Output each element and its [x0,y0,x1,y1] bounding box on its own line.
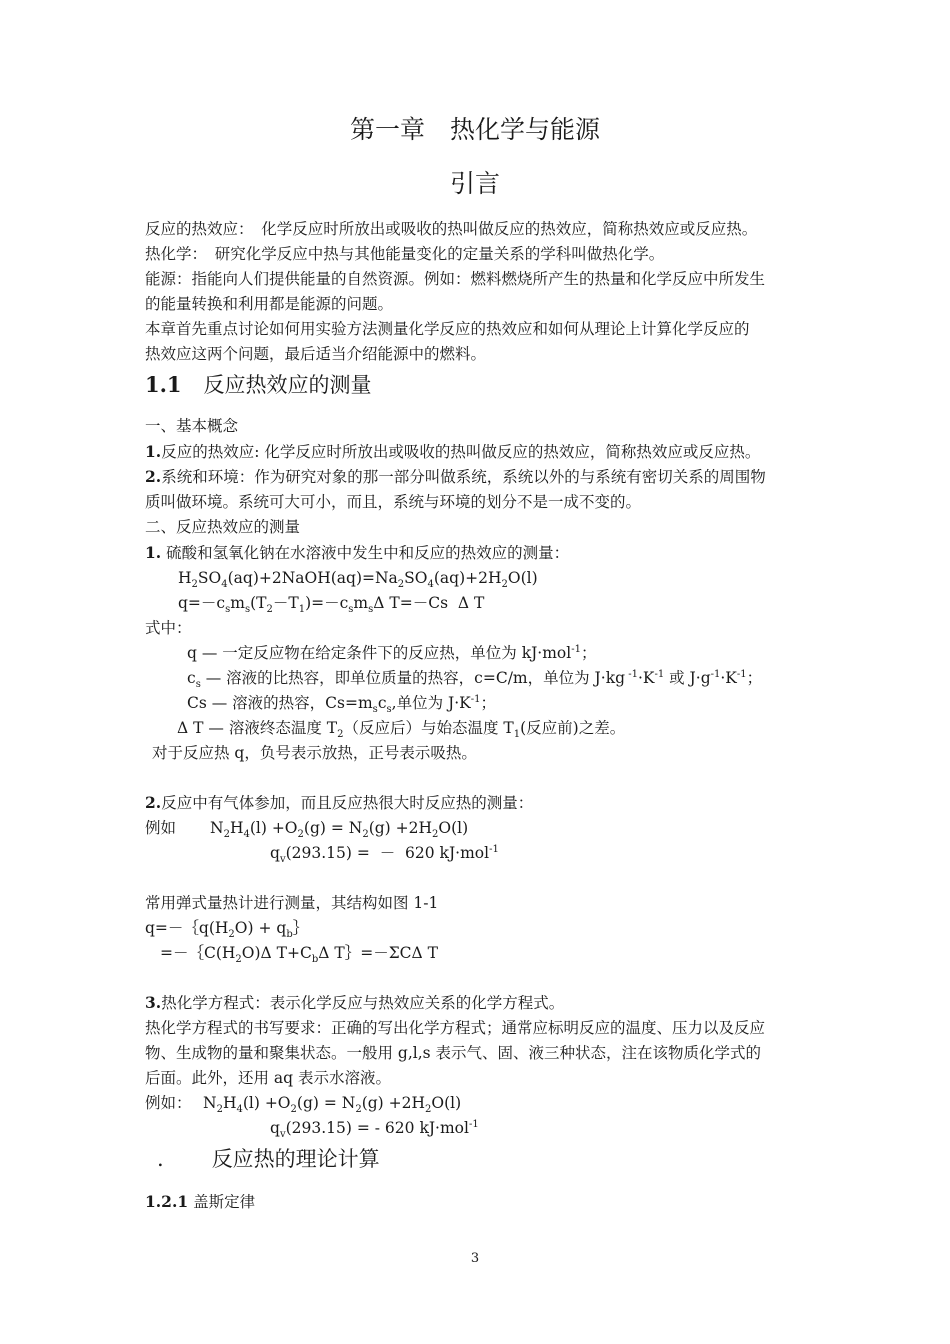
section-number: . [157,1147,164,1171]
section-1-2-heading [157,1145,380,1173]
q-sum-equation: $q=-\{q(H_2O)$ + $q_b\}$ [145,919,309,940]
intro-line-2: 热化学： 研究化学反应中热与其他能量变化的定量关系的学科叫做热化学。 [145,245,665,263]
point-text: 硫酸和氢氧化钠在水溶液中发生中和反应的热效应的测量： [161,544,570,562]
subsection-title: 盖斯定律 [193,1193,256,1211]
where-label: 式中： [145,619,192,637]
definition-text: q — 一定反应物在给定条件下的反应热，单位为 kJ·mol [187,644,572,662]
heat-equation: $q=-c_sm_s(T_2-T_1)=-c_sm_s\Delta$ T=－Cs Δ T [178,594,485,615]
definition-unit: 单位为 J·K [396,694,471,712]
page-number: 3 [470,1251,480,1266]
thermo-equation-heading [145,993,564,1013]
point-text: 系统和环境：作为研究对象的那一部分叫做系统，系统以外的与系统有密切关系的周围物 [161,468,766,486]
intro-line-3: 能源：指能向人们提供能量的自然资源。例如：燃料燃烧所产生的热量和化学反应中所发生 [145,270,766,288]
basic-point-1 [145,442,760,462]
gas-example-label: 例如 [145,819,177,837]
point-text: 反应的热效应: 化学反应时所放出或吸收的热叫做反应的热效应，简称热效应或反应热。 [161,443,761,461]
point-number: 2. [145,467,162,486]
subsection-number: 1.2.1 [145,1192,189,1211]
definition-q: q — 一定反应物在给定条件下的反应热，单位为 kJ·mol$^{-1}$； [187,644,597,662]
intro-line-4: 的能量转换和利用都是能源的问题。 [145,295,394,313]
intro-line-6: 热效应这两个问题，最后适当介绍能源中的燃料。 [145,345,487,363]
intro-title: 引言 [449,169,500,198]
basic-point-2 [145,467,766,487]
section-title: 反应热的理论计算 [211,1147,380,1171]
section-1-2-1-heading [145,1192,255,1212]
bomb-calorimeter-text: 常用弹式量热计进行测量，其结构如图 1-1 [145,894,439,912]
point-text: 反应中有气体参加，而且反应热很大时反应热的测量： [161,794,534,812]
basic-concepts-heading: 一、基本概念 [145,417,239,435]
definition-text: Δ T — 溶液终态温度 T [177,719,338,737]
definition-dT: Δ T — 溶液终态温度 $T_2$（反应后）与始态温度 $T_1$(反应前)之差。 [177,719,626,740]
q-capacity-equation: $=-\{C(H_2O)\Delta$ $T+C_b\Delta$ T｝=－ΣCΔ T [160,944,438,965]
section-number: 1.1 [145,372,182,397]
thermo-rules-line-2: 物、生成物的量和聚集状态。一般用 g,l,s 表示气、固、液三种状态，注在该物质化学式的 [145,1044,762,1062]
neutralization-equation: $H_2SO_4(aq)+2NaOH(aq)=Na_2SO_4(aq)+2H_2O(l)$ [178,569,538,590]
definition-text: Cs — 溶液的热容，Cs=m [187,694,373,712]
chapter-title: 第一章 热化学与能源 [349,115,600,144]
thermo-example-equation: $N_2H_4(l) +O_2(g) = N_2(g) +2H_2O(l)$ [203,1094,462,1115]
point-number: 1. [145,442,162,461]
gas-measurement-heading [145,793,533,813]
point-number: 2. [145,793,162,812]
point-number: 1. [145,543,162,562]
thermo-example-label: 例如： [145,1094,192,1112]
definition-text-mid: （反应后）与始态温度 T [343,719,514,737]
definition-Cs: Cs — 溶液的热容，$Cs=m_sc_s$,单位为 $J\cdot K^{-1}$； [187,694,496,715]
intro-line-1: 反应的热效应： 化学反应时所放出或吸收的热叫做反应的热效应，简称热效应或反应热。 [145,220,758,238]
measurement-point-1 [145,543,569,563]
point-number: 3. [145,993,162,1012]
definition-cs: $c_s$ — 溶液的比热容，即单位质量的热容，c=C/m，单位为 J·kg $^{-1}\cdot K^{-1}$ 或 $J\cdot g^{-1}\cdot K^{-1}$； [187,669,763,690]
intro-line-5: 本章首先重点讨论如何用实验方法测量化学反应的热效应和如何从理论上计算化学反应的 [145,320,750,338]
section-title: 反应热效应的测量 [203,373,372,397]
measurement-heading: 二、反应热效应的测量 [145,518,301,536]
qv-value: $q_v(293.15)$ = － 620 kJ·mol$^{-1}$ [270,844,499,865]
definition-text-end: (反应前)之差。 [520,719,626,737]
thermo-qv-value: $q_v(293.15)$ = - 620 kJ·mol$^{-1}$ [270,1119,479,1140]
basic-point-2-cont: 质叫做环境。系统可大可小，而且，系统与环境的划分不是一成不变的。 [145,493,642,511]
thermo-rules-line-1: 热化学方程式的书写要求：正确的写出化学方程式；通常应标明反应的温度、压力以及反应 [145,1019,766,1037]
sign-convention-note: 对于反应热 q，负号表示放热，正号表示吸热。 [152,744,477,762]
thermo-rules-line-3: 后面。此外，还用 aq 表示水溶液。 [145,1069,392,1087]
point-text: 热化学方程式：表示化学反应与热效应关系的化学方程式。 [161,994,565,1012]
definition-text: — 溶液的比热容，即单位质量的热容，c=C/m，单位为 J·kg [200,669,626,687]
hydrazine-equation: $N_2H_4(l) +O_2(g) = N_2(g) +2H_2O(l)$ [210,819,469,840]
section-1-1-heading [145,371,372,399]
